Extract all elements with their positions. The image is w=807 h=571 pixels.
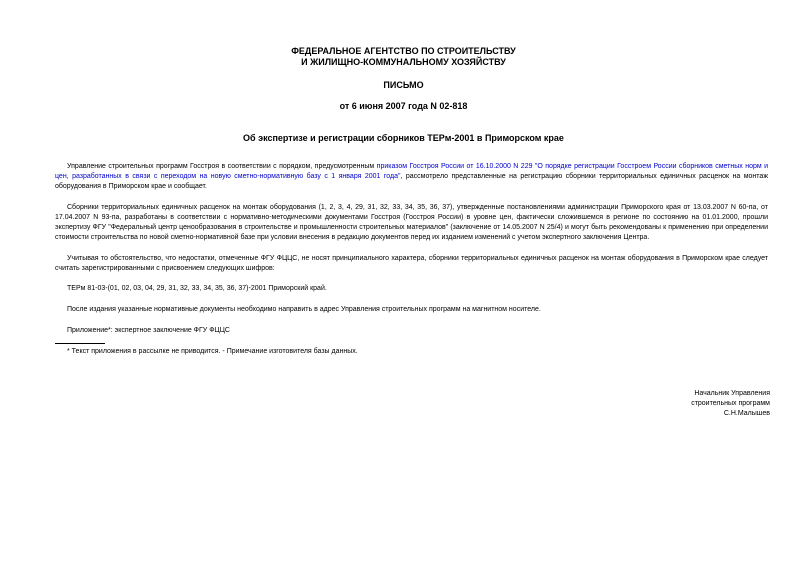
- paragraph-6: Приложение*: экспертное заключение ФГУ ФЦЦС: [67, 327, 230, 334]
- signature-block: [600, 389, 770, 419]
- document-date: от 6 июня 2007 года N 02-818: [339, 101, 468, 111]
- order-link[interactable]: приказом Госстроя России от 16.10.2000 N 229 "О порядке регистрации Госстроем России сборников сметных норм и цен, разработанных в связи с переходом на новую сметно-нормативную базу с 1 января 2001 года": [55, 163, 769, 180]
- document-subject: Об экспертизе и регистрации сборников ТЕРм-2001 в Приморском крае: [243, 133, 564, 143]
- agency-title: [0, 46, 807, 68]
- paragraph-4: ТЕРм 81-03-(01, 02, 03, 04, 29, 31, 32, 33, 34, 35, 36, 37)-2001 Приморский край.: [67, 285, 327, 292]
- paragraph-5: После издания указанные нормативные документы необходимо направить в адрес Управления строительных программ на магнитном носителе.: [67, 306, 541, 313]
- signature-name: С.Н.Малышев: [723, 410, 770, 417]
- footnote-divider: [55, 343, 105, 344]
- footnote: * Текст приложения в рассылке не приводится. - Примечание изготовителя базы данных.: [67, 348, 358, 355]
- signature-position: Начальник Управления: [694, 390, 770, 397]
- paragraph-1: [55, 162, 768, 192]
- paragraph-2: Сборники территориальных единичных расценок на монтаж оборудования (1, 2, 3, 4, 29, 31, 32, 33, 34, 35, 36, 37), утвержденные постановлениями администрации Приморского края от 13.03.2007 N 60-па, от 17.04.2007 N 93-па, разработаны в соответствии с нормативно-методическими документами Госстроя (Госстроя России) в уровне цен, фактически сложившемся в регионе по состоянию на 01.01.2000, прошли экспертизу ФГУ "Федеральный центр ценообразования в строительстве и промышленности строительных материалов" (заключение от 14.05.2007 N 25/4) и могут быть рекомендованы к применению при определении стоимости строительства по новой сметно-нормативной базе при условии внесения в редакцию документов перед их изданием изменений с учетом экспертного заключения Центра.: [55, 204, 768, 241]
- paragraph-1-start: Управление строительных программ Госстроя в соответствии с порядком, предусмотренным: [67, 163, 377, 170]
- agency-line-2: И ЖИЛИЩНО-КОММУНАЛЬНОМУ ХОЗЯЙСТВУ: [301, 57, 506, 67]
- signature-department: строительных программ: [691, 400, 770, 407]
- document-type: ПИСЬМО: [383, 80, 424, 90]
- paragraph-1-end: , рассмотрело представленные на регистрацию сборники территориальных единичных расценок на монтаж оборудования в Приморском крае и сообщает.: [55, 173, 768, 190]
- agency-line-1: ФЕДЕРАЛЬНОЕ АГЕНТСТВО ПО СТРОИТЕЛЬСТВУ: [291, 46, 516, 56]
- paragraph-3: Учитывая то обстоятельство, что недостатки, отмеченные ФГУ ФЦЦС, не носят принципиального характера, сборники территориальных единичных расценок на монтаж оборудования в Приморском крае следует считать зарегистрированными с присвоением следующих шифров:: [55, 255, 768, 272]
